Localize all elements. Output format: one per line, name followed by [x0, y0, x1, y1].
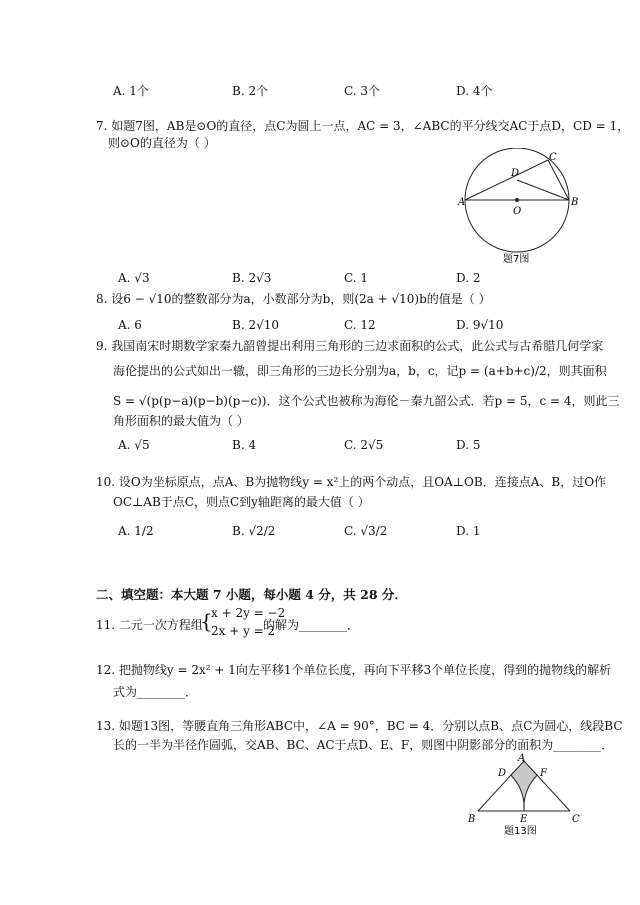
q6-option-a: A. 1个	[113, 84, 149, 98]
q13-stem-line1: 13. 如题13图，等腰直角三角形ABC中，∠A = 90°，BC = 4．分别以点B、点C为圆心，线段BC	[96, 719, 623, 733]
q13-label-f: F	[540, 768, 547, 779]
q10-option-a: A. 1/2	[118, 524, 154, 538]
q13-label-a: A	[518, 753, 526, 764]
q6-option-b: B. 2个	[232, 84, 269, 98]
q7-label-d: D	[511, 168, 520, 179]
q7-figure	[455, 148, 585, 268]
q7-label-b: B	[571, 197, 579, 208]
q8-option-c: C. 12	[344, 318, 376, 332]
q13-label-c: C	[572, 814, 580, 825]
q9-stem-line3: S = √(p(p−a)(p−b)(p−c))．这个公式也被称为海伦－秦九韶公式．若p = 5，c = 4，则此三	[113, 394, 620, 408]
q7-option-a: A. √3	[118, 271, 150, 285]
q11-suffix: 的解为________．	[263, 618, 360, 632]
q8-option-d: D. 9√10	[456, 318, 504, 332]
q8-option-b: B. 2√10	[232, 318, 279, 332]
q9-option-b: B. 4	[232, 438, 257, 452]
q7-option-c: C. 1	[344, 271, 369, 285]
q7-label-a: A	[458, 197, 466, 208]
q11-equation-2: 2x + y = 2	[211, 624, 276, 638]
q12-stem-line2: 式为________．	[113, 685, 198, 699]
q7-option-b: B. 2√3	[232, 271, 272, 285]
q13-figure	[462, 750, 586, 840]
q6-option-c: C. 3个	[344, 84, 381, 98]
q10-option-b: B. √2/2	[232, 524, 276, 538]
q8-option-a: A. 6	[118, 318, 142, 332]
q7-stem-line1: 7. 如题7图，AB是⊙O的直径，点C为圆上一点，AC = 3，∠ABC的平分线交AC于点D，CD = 1，	[96, 119, 630, 133]
q13-stem-line2: 长的一半为半径作圆弧，交AB、BC、AC于点D、E、F，则图中阴影部分的面积为________．	[113, 738, 614, 752]
q13-label-b: B	[468, 814, 476, 825]
q9-option-a: A. √5	[118, 438, 150, 452]
q13-label-d: D	[498, 768, 507, 779]
q10-option-d: D. 1	[456, 524, 481, 538]
q10-stem-line2: OC⊥AB于点C，则点C到y轴距离的最大值（ ）	[113, 495, 370, 509]
q9-option-d: D. 5	[456, 438, 481, 452]
q10-stem-line1: 10. 设O为坐标原点，点A、B为抛物线y = x²上的两个动点，且OA⊥OB．连接点A、B，过O作	[96, 475, 607, 489]
q7-stem-line2: 则⊙O的直径为（ ）	[108, 136, 216, 150]
q9-stem-line4: 角形面积的最大值为（ ）	[113, 414, 249, 428]
q7-label-c: C	[549, 152, 557, 163]
q11-prefix: 11. 二元一次方程组	[96, 618, 203, 632]
q11-brace: {	[200, 609, 213, 633]
q7-figure-caption: 题7图	[503, 254, 530, 265]
q9-stem-line2: 海伦提出的公式如出一辙，即三角形的三边长分别为a，b，c，记p = (a+b+c)/2，则其面积	[113, 364, 607, 378]
section-2-heading: 二、填空题：本大题 7 小题，每小题 4 分，共 28 分．	[96, 587, 407, 602]
q12-stem-line1: 12. 把抛物线y = 2x² + 1向左平移1个单位长度，再向下平移3个单位长度，得到的抛物线的解析	[96, 663, 612, 677]
q6-option-d: D. 4个	[456, 84, 493, 98]
q13-label-e: E	[520, 814, 528, 825]
q7-label-o: O	[513, 206, 522, 217]
q11-equation-1: x + 2y = −2	[211, 606, 286, 620]
q10-option-c: C. √3/2	[344, 524, 388, 538]
q9-option-c: C. 2√5	[344, 438, 384, 452]
q8-stem: 8. 设6 − √10的整数部分为a，小数部分为b，则(2a + √10)b的值是（ ）	[96, 292, 491, 306]
q7-option-d: D. 2	[456, 271, 481, 285]
q13-figure-caption: 题13图	[504, 826, 537, 837]
q9-stem-line1: 9. 我国南宋时期数学家秦九韶曾提出利用三角形的三边求面积的公式，此公式与古希腊几何学家	[96, 339, 604, 353]
